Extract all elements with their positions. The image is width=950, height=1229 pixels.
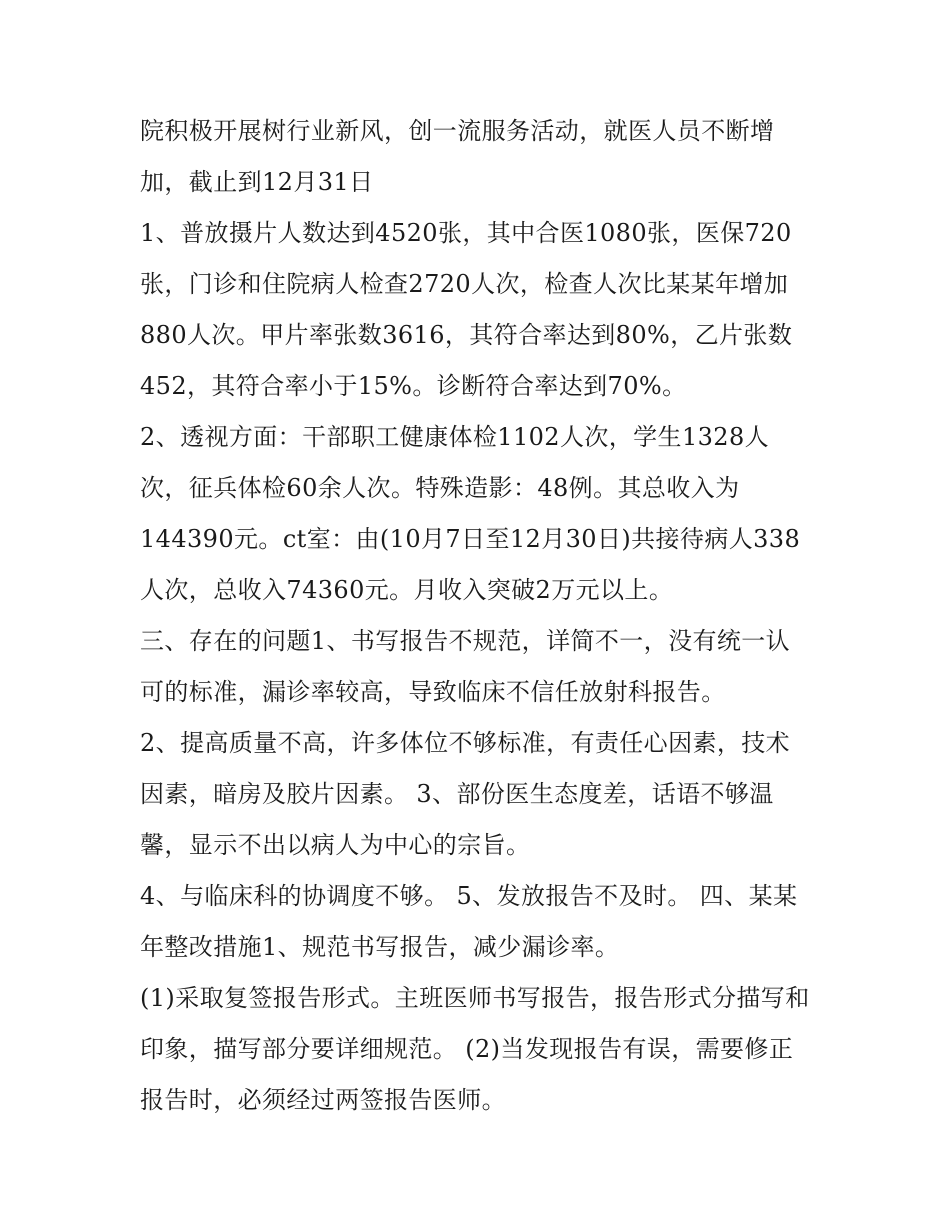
document-body xyxy=(140,106,812,1126)
paragraph-measure-details: (1)采取复签报告形式。主班医师书写报告，报告形式分描写和印象，描写部分要详细规范。 (2)当发现报告有误，需要修正报告时，必须经过两签报告医师。 xyxy=(140,984,810,1114)
paragraph-intro: 院积极开展树行业新风，创一流服务活动，就医人员不断增加，截止到12月31日 xyxy=(140,117,775,196)
paragraph-item-2: 2、透视方面：干部职工健康体检1102人次，学生1328人次，征兵体检60余人次。特殊造影：48例。其总收入为144390元。ct室：由(10月7日至12月30日)共接待病人338人次，总收入74360元。月收入突破2万元以上。 xyxy=(140,423,801,604)
paragraph-problem-4-5-measures: 4、与临床科的协调度不够。 5、发放报告不及时。 四、某某年整改措施1、规范书写报告，减少漏诊率。 xyxy=(140,882,798,961)
paragraph-problem-2-3: 2、提高质量不高，许多体位不够标准，有责任心因素，技术因素，暗房及胶片因素。 3、部份医生态度差，话语不够温馨，显示不出以病人为中心的宗旨。 xyxy=(140,729,791,859)
paragraph-item-1: 1、普放摄片人数达到4520张，其中合医1080张，医保720张，门诊和住院病人检查2720人次，检查人次比某某年增加880人次。甲片率张数3616，其符合率达到80%，乙片张数452，其符合率小于15%。诊断符合率达到70%。 xyxy=(140,219,793,400)
paragraph-problems: 三、存在的问题1、书写报告不规范，详简不一，没有统一认可的标准，漏诊率较高，导致临床不信任放射科报告。 xyxy=(140,627,791,706)
